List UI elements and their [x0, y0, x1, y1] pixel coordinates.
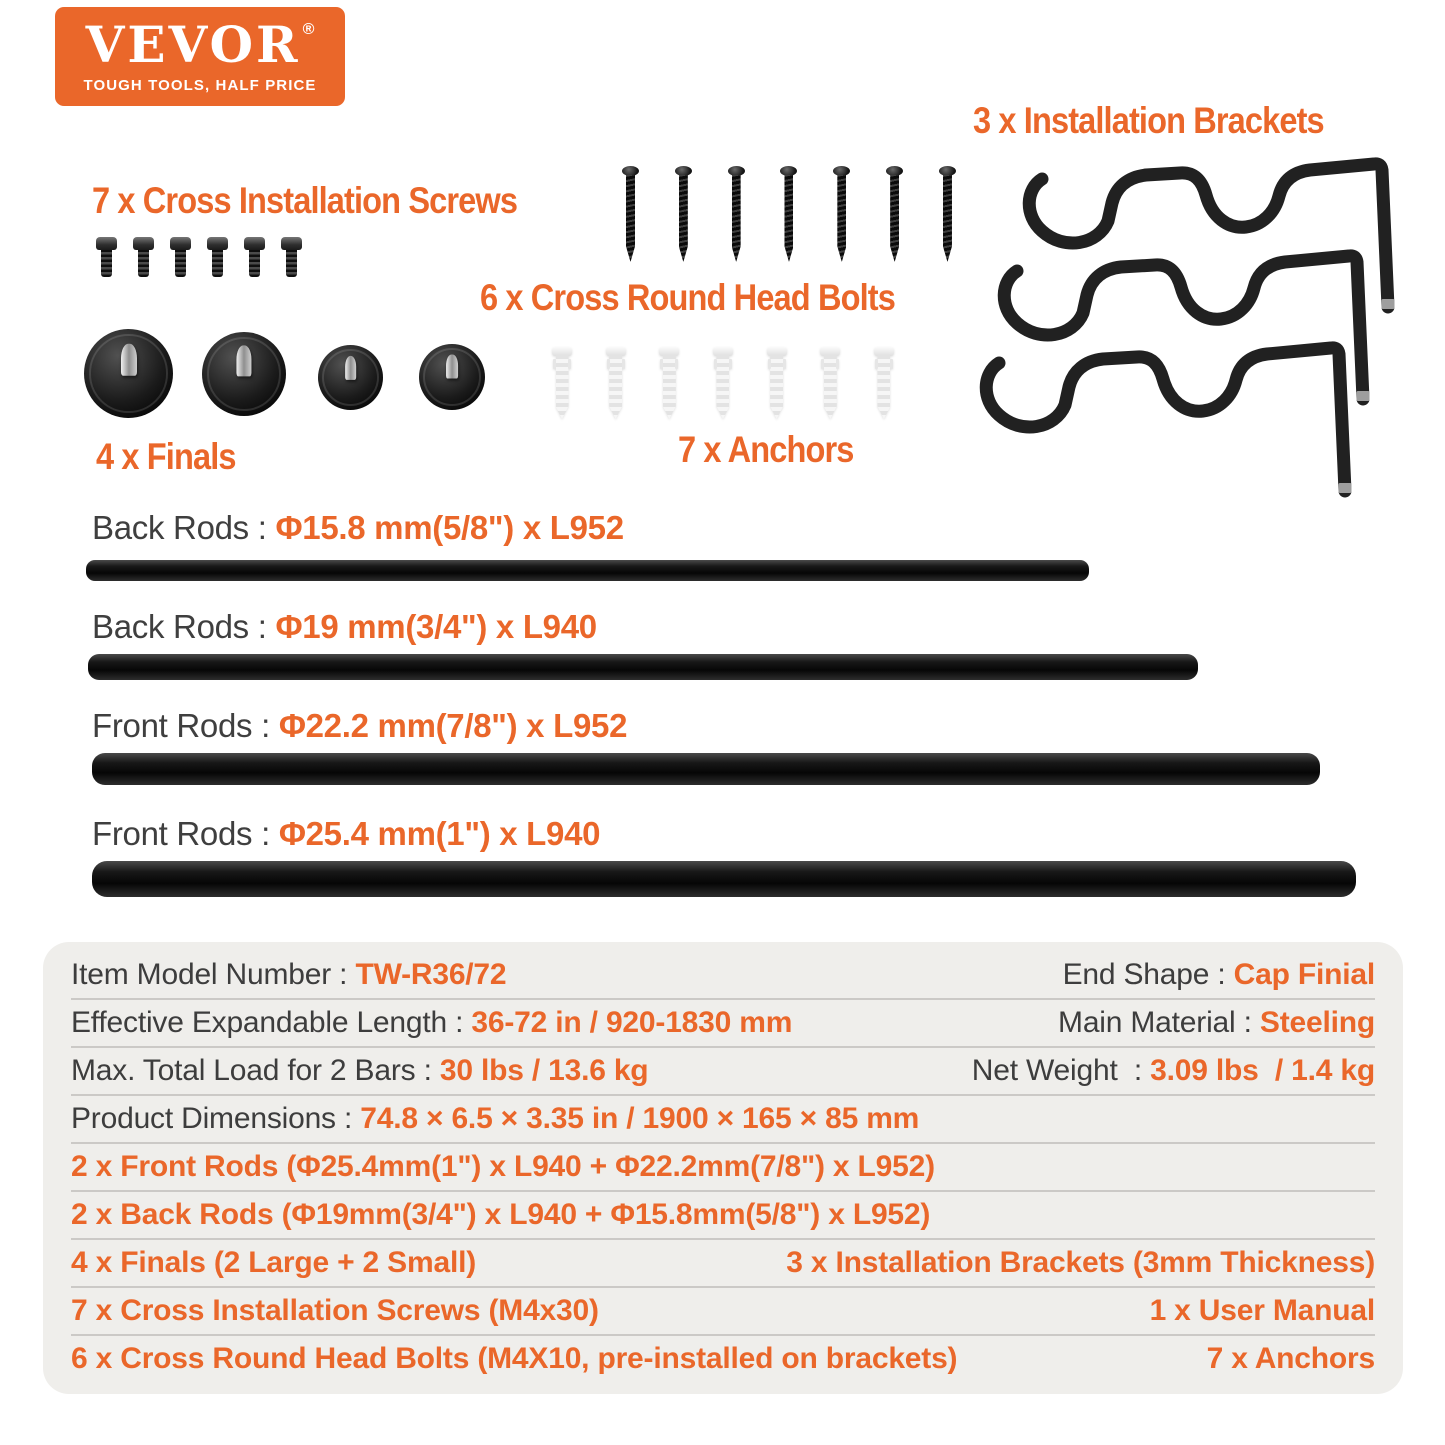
anchor-body: [556, 355, 569, 419]
spec-row: [71, 1048, 1375, 1096]
bolt-head: [281, 237, 302, 250]
screw-shaft: [890, 175, 899, 262]
rod-spec-text: Φ15.8 mm(5/8") x L952: [275, 509, 624, 546]
anchor-fin: [836, 359, 839, 369]
anchor-body: [877, 355, 890, 419]
finial-icon: [318, 345, 383, 410]
rod-bar: [86, 560, 1089, 581]
rod-name-text: Front Rods: [92, 707, 253, 744]
round-head-bolt-icon: [207, 237, 228, 278]
wall-anchor-icon: [820, 347, 840, 421]
bolt-shaft: [212, 250, 223, 277]
bolt-head: [170, 237, 191, 250]
long-screws-group: [622, 166, 956, 264]
anchor-fin: [675, 359, 678, 369]
spec-row: [71, 1144, 1375, 1192]
screw-head: [833, 166, 850, 176]
screw-shaft: [626, 175, 635, 262]
bolt-head: [96, 237, 117, 250]
long-screw-icon: [833, 166, 850, 262]
bolt-head: [207, 237, 228, 250]
screw-head: [939, 166, 956, 176]
anchor-fin: [568, 359, 571, 369]
spec-row-right: [786, 1246, 1375, 1280]
round-head-bolt-icon: [133, 237, 154, 278]
spec-row-right: [1150, 1294, 1375, 1328]
finial-pin: [345, 355, 357, 379]
anchor-collar: [606, 347, 626, 356]
spec-row-right: [972, 1054, 1375, 1088]
long-screw-icon: [728, 166, 745, 262]
finial-pin: [236, 345, 251, 376]
wall-anchor-icon: [606, 347, 626, 421]
spec-row-left: [71, 1246, 476, 1280]
spec-text: Steeling: [1259, 1006, 1375, 1039]
spec-row: [71, 1096, 1375, 1144]
anchor-collar: [874, 347, 894, 356]
anchor-body: [609, 355, 622, 419]
rod-name-text: Front Rods: [92, 815, 253, 852]
rod-spec-text: Φ22.2 mm(7/8") x L952: [278, 707, 628, 744]
spec-row: [71, 1336, 1375, 1382]
spec-text: 2 x Front Rods (Φ25.4mm(1") x L940 + Φ22.2mm(7/8") x L952): [71, 1150, 935, 1183]
label-cross-round-head-bolts: 6 x Cross Round Head Bolts: [480, 277, 895, 318]
anchor-fin: [622, 359, 625, 369]
anchor-fin: [875, 359, 878, 369]
anchor-body: [770, 355, 783, 419]
rod-bar: [92, 861, 1356, 897]
spec-text: 74.8 × 6.5 × 3.35 in / 1900 × 165 × 85 mm: [360, 1102, 920, 1135]
label-anchors: 7 x Anchors: [678, 429, 854, 470]
long-screw-icon: [939, 166, 956, 262]
round-head-bolt-icon: [244, 237, 265, 278]
spec-row: [71, 1240, 1375, 1288]
anchor-body: [663, 355, 676, 419]
spec-row-left: [71, 1342, 957, 1376]
rod-label: [92, 509, 624, 547]
spec-text: 2 x Back Rods (Φ19mm(3/4") x L940 + Φ15.8mm(5/8") x L952): [71, 1198, 931, 1231]
rod-spec-text: Φ19 mm(3/4") x L940: [275, 608, 597, 645]
rod-bar: [88, 654, 1198, 680]
label-cross-installation-screws: 7 x Cross Installation Screws: [92, 180, 518, 221]
spec-row-right: [1207, 1342, 1375, 1376]
anchor-fin: [890, 359, 893, 369]
anchor-fin: [553, 359, 556, 369]
bolt-shaft: [101, 250, 112, 277]
rod-label: [92, 707, 627, 745]
spec-text: 6 x Cross Round Head Bolts (M4X10, pre-installed on brackets): [71, 1342, 958, 1375]
double-bracket-icon: [979, 301, 1369, 516]
spec-text: 7 x Cross Installation Screws (M4x30): [71, 1294, 599, 1327]
registered-trademark-icon: ®: [302, 20, 315, 38]
spec-text: TW-R36/72: [355, 958, 507, 991]
wall-anchor-icon: [713, 347, 733, 421]
round-head-bolt-icon: [96, 237, 117, 278]
screw-shaft: [943, 175, 952, 262]
bolt-shaft: [175, 250, 186, 277]
spec-row-left: [71, 1150, 935, 1184]
screw-head: [886, 166, 903, 176]
rod-label: [92, 608, 597, 646]
spec-row-right: [1063, 958, 1375, 992]
anchor-body: [824, 355, 837, 419]
round-head-bolt-icon: [170, 237, 191, 278]
spec-row-left: [71, 1294, 599, 1328]
label-installation-brackets: 3 x Installation Brackets: [973, 100, 1324, 141]
spec-text: 1 x User Manual: [1149, 1294, 1375, 1327]
anchor-fin: [729, 359, 732, 369]
small-bolts-group: [96, 237, 302, 279]
brand-name: VEVOR: [85, 14, 301, 74]
anchor-fin: [607, 359, 610, 369]
anchor-fin: [768, 359, 771, 369]
screw-shaft: [679, 175, 688, 262]
spec-text: Max. Total Load for 2 Bars :: [71, 1054, 440, 1087]
rod-spec-text: Φ25.4 mm(1") x L940: [278, 815, 601, 852]
screw-head: [780, 166, 797, 176]
anchor-fin: [714, 359, 717, 369]
rod-label: [92, 815, 600, 853]
rod-name-text: Back Rods: [92, 509, 249, 546]
spec-text: Main Material :: [1058, 1006, 1260, 1039]
screw-shaft: [732, 175, 741, 262]
spec-row: [71, 1288, 1375, 1336]
long-screw-icon: [622, 166, 639, 262]
anchor-fin: [783, 359, 786, 369]
wall-anchor-icon: [659, 347, 679, 421]
bolt-head: [244, 237, 265, 250]
rod-separator: :: [252, 815, 279, 852]
spec-row: [71, 1000, 1375, 1048]
spec-text: Cap Finial: [1233, 958, 1375, 991]
spec-text: Product Dimensions :: [71, 1102, 361, 1135]
anchor-collar: [552, 347, 572, 356]
rod-separator: :: [248, 608, 276, 645]
anchor-collar: [820, 347, 840, 356]
brand-tagline: TOUGH TOOLS, HALF PRICE: [83, 76, 317, 94]
finial-pin: [120, 343, 136, 376]
spec-text: 7 x Anchors: [1206, 1342, 1375, 1375]
screw-shaft: [837, 175, 846, 262]
label-finials: 4 x Finals: [96, 436, 236, 477]
spec-text: Effective Expandable Length :: [71, 1006, 472, 1039]
long-screw-icon: [675, 166, 692, 262]
bolt-shaft: [138, 250, 149, 277]
spec-panel: [43, 942, 1403, 1394]
spec-row-left: [71, 1102, 919, 1136]
bolt-shaft: [249, 250, 260, 277]
spec-row-left: [71, 1006, 792, 1040]
spec-row-left: [71, 1054, 648, 1088]
long-screw-icon: [886, 166, 903, 262]
rod-separator: :: [248, 509, 276, 546]
rod-separator: :: [252, 707, 279, 744]
round-head-bolt-icon: [281, 237, 302, 278]
rod-name-text: Back Rods: [92, 608, 249, 645]
spec-text: End Shape :: [1062, 958, 1234, 991]
spec-text: 3.09 lbs / 1.4 kg: [1150, 1054, 1375, 1087]
anchor-body: [716, 355, 729, 419]
anchor-collar: [659, 347, 679, 356]
anchor-collar: [713, 347, 733, 356]
spec-text: Item Model Number :: [71, 958, 356, 991]
finial-icon: [202, 332, 286, 416]
screw-shaft: [784, 175, 793, 262]
spec-text: 36-72 in / 920-1830 mm: [471, 1006, 793, 1039]
screw-head: [622, 166, 639, 176]
spec-row-left: [71, 958, 506, 992]
bolt-head: [133, 237, 154, 250]
brand-lockup: [85, 14, 315, 74]
wall-anchor-icon: [552, 347, 572, 421]
spec-row: [71, 1192, 1375, 1240]
anchor-fin: [660, 359, 663, 369]
anchor-fin: [821, 359, 824, 369]
spec-row: [71, 952, 1375, 1000]
rod-bar: [92, 753, 1320, 785]
screw-head: [675, 166, 692, 176]
spec-row-left: [71, 1198, 930, 1232]
spec-text: 30 lbs / 13.6 kg: [439, 1054, 649, 1087]
screw-head: [728, 166, 745, 176]
anchor-collar: [767, 347, 787, 356]
long-screw-icon: [780, 166, 797, 262]
spec-text: Net Weight :: [971, 1054, 1151, 1087]
wall-anchor-icon: [767, 347, 787, 421]
spec-row-right: [1058, 1006, 1375, 1040]
bolt-shaft: [286, 250, 297, 277]
spec-text: 3 x Installation Brackets (3mm Thickness): [786, 1246, 1375, 1279]
vevor-logo: [55, 7, 345, 106]
finial-pin: [446, 355, 458, 379]
finial-icon: [84, 329, 173, 418]
finial-icon: [419, 344, 485, 410]
spec-text: 4 x Finals (2 Large + 2 Small): [71, 1246, 477, 1279]
wall-anchor-icon: [874, 347, 894, 421]
anchors-group: [552, 347, 894, 422]
